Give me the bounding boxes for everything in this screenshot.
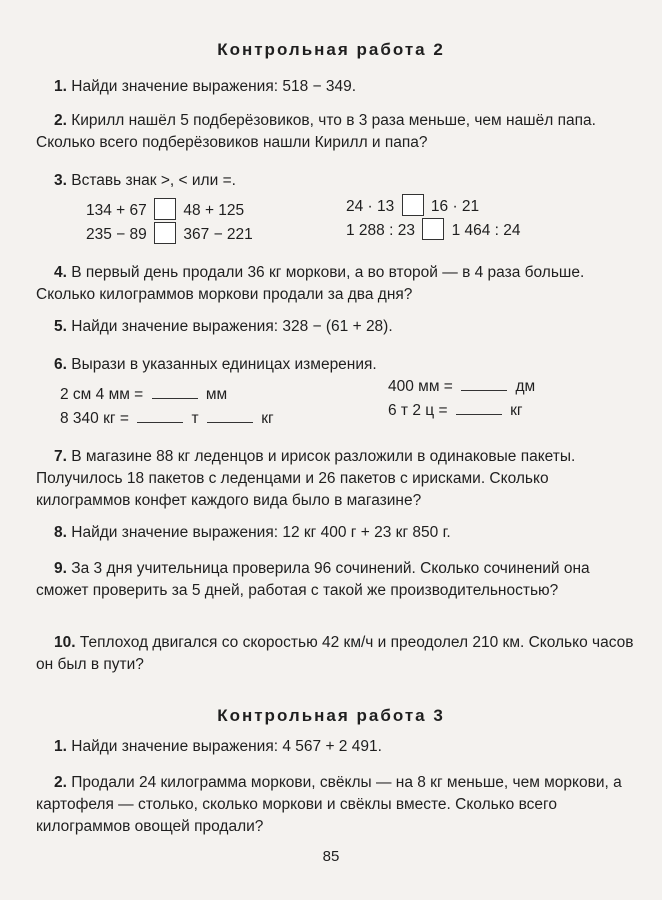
unit-row <box>388 400 523 422</box>
unit-prefix: 400 мм = <box>388 378 453 395</box>
task-5 <box>36 316 636 338</box>
compare-left: 134 + 67 <box>86 202 147 219</box>
task-text: Кирилл нашёл 5 подберёзовиков, что в 3 раза меньше, чем нашёл папа. Сколько всего подберёзовиков нашли Кирилл и папа? <box>36 112 596 151</box>
task-text: Вставь знак >, < или =. <box>71 172 236 189</box>
task-number: 7. <box>54 448 67 465</box>
task-number: 5. <box>54 318 67 335</box>
task-number: 8. <box>54 524 67 541</box>
task-text: За 3 дня учительница проверила 96 сочинений. Сколько сочинений она сможет проверить за 5 дней, работая с такой же производительностью? <box>36 560 590 599</box>
compare-right: 367 − 221 <box>183 226 253 243</box>
compare-right: 1 464 : 24 <box>451 222 521 239</box>
task-3 <box>36 170 636 192</box>
task-10 <box>36 632 636 676</box>
compare-row <box>86 198 244 222</box>
section-title: Контрольная работа 2 <box>217 40 445 59</box>
unit-label: т <box>191 410 199 427</box>
task-4 <box>36 262 636 306</box>
task-number: 6. <box>54 356 67 373</box>
compare-row <box>346 218 521 242</box>
task-2 <box>36 772 636 838</box>
task-number: 4. <box>54 264 67 281</box>
task-text: Найди значение выражения: 4 567 + 2 491. <box>71 738 382 755</box>
task-8 <box>36 522 636 544</box>
answer-blank[interactable] <box>207 408 253 423</box>
task-text: Продали 24 килограмма моркови, свёклы — на 8 кг меньше, чем моркови, а картофеля — столько, сколько моркови и свёклы вместе. Сколько всего килограммов овощей продали? <box>36 774 622 835</box>
task-6 <box>36 354 636 376</box>
answer-box[interactable] <box>402 194 424 216</box>
task-number: 3. <box>54 172 67 189</box>
task-number: 2. <box>54 112 67 129</box>
task-number: 1. <box>54 78 67 95</box>
task-number: 1. <box>54 738 67 755</box>
answer-box[interactable] <box>154 222 176 244</box>
unit-label: мм <box>205 386 228 403</box>
answer-blank[interactable] <box>137 408 183 423</box>
answer-blank[interactable] <box>152 384 198 399</box>
unit-row <box>60 408 274 430</box>
compare-left: 24 · 13 <box>346 198 395 215</box>
unit-prefix: 2 см 4 мм = <box>60 386 144 403</box>
task-text: В магазине 88 кг леденцов и ирисок разложили в одинаковые пакеты. Получилось 18 пакетов с леденцами и 26 пакетов с ирисками. Сколько килограммов конфет каждого вида было в магазине? <box>36 448 576 509</box>
unit-label: дм <box>515 378 536 395</box>
answer-box[interactable] <box>422 218 444 240</box>
task-number: 9. <box>54 560 67 577</box>
unit-label-2: кг <box>261 410 274 427</box>
unit-prefix: 6 т 2 ц = <box>388 402 448 419</box>
task-7 <box>36 446 636 512</box>
compare-row <box>346 194 479 218</box>
task-text: Найди значение выражения: 518 − 349. <box>71 78 357 95</box>
task-text: В первый день продали 36 кг моркови, а во второй — в 4 раза больше. Сколько килограммов моркови продали за два дня? <box>36 264 585 303</box>
unit-row <box>388 376 535 398</box>
task-number: 2. <box>54 774 67 791</box>
answer-box[interactable] <box>154 198 176 220</box>
page-number: 85 <box>322 848 340 865</box>
task-1 <box>36 76 636 98</box>
answer-blank[interactable] <box>461 376 507 391</box>
unit-prefix: 8 340 кг = <box>60 410 129 427</box>
compare-left: 235 − 89 <box>86 226 147 243</box>
task-9 <box>36 558 636 602</box>
unit-row <box>60 384 227 406</box>
unit-label: кг <box>510 402 523 419</box>
compare-right: 16 · 21 <box>430 198 480 215</box>
task-2 <box>36 110 636 154</box>
task-text: Найди значение выражения: 12 кг 400 г + 23 кг 850 г. <box>71 524 451 541</box>
compare-right: 48 + 125 <box>183 202 245 219</box>
answer-blank[interactable] <box>456 400 502 415</box>
task-number: 10. <box>54 634 76 651</box>
task-text: Найди значение выражения: 328 − (61 + 28). <box>71 318 393 335</box>
section-title: Контрольная работа 3 <box>217 706 445 725</box>
compare-row <box>86 222 253 246</box>
task-text: Теплоход двигался со скоростью 42 км/ч и преодолел 210 км. Сколько часов он был в пути? <box>36 634 634 673</box>
task-text: Вырази в указанных единицах измерения. <box>71 356 377 373</box>
task-1 <box>36 736 636 758</box>
compare-left: 1 288 : 23 <box>346 222 415 239</box>
